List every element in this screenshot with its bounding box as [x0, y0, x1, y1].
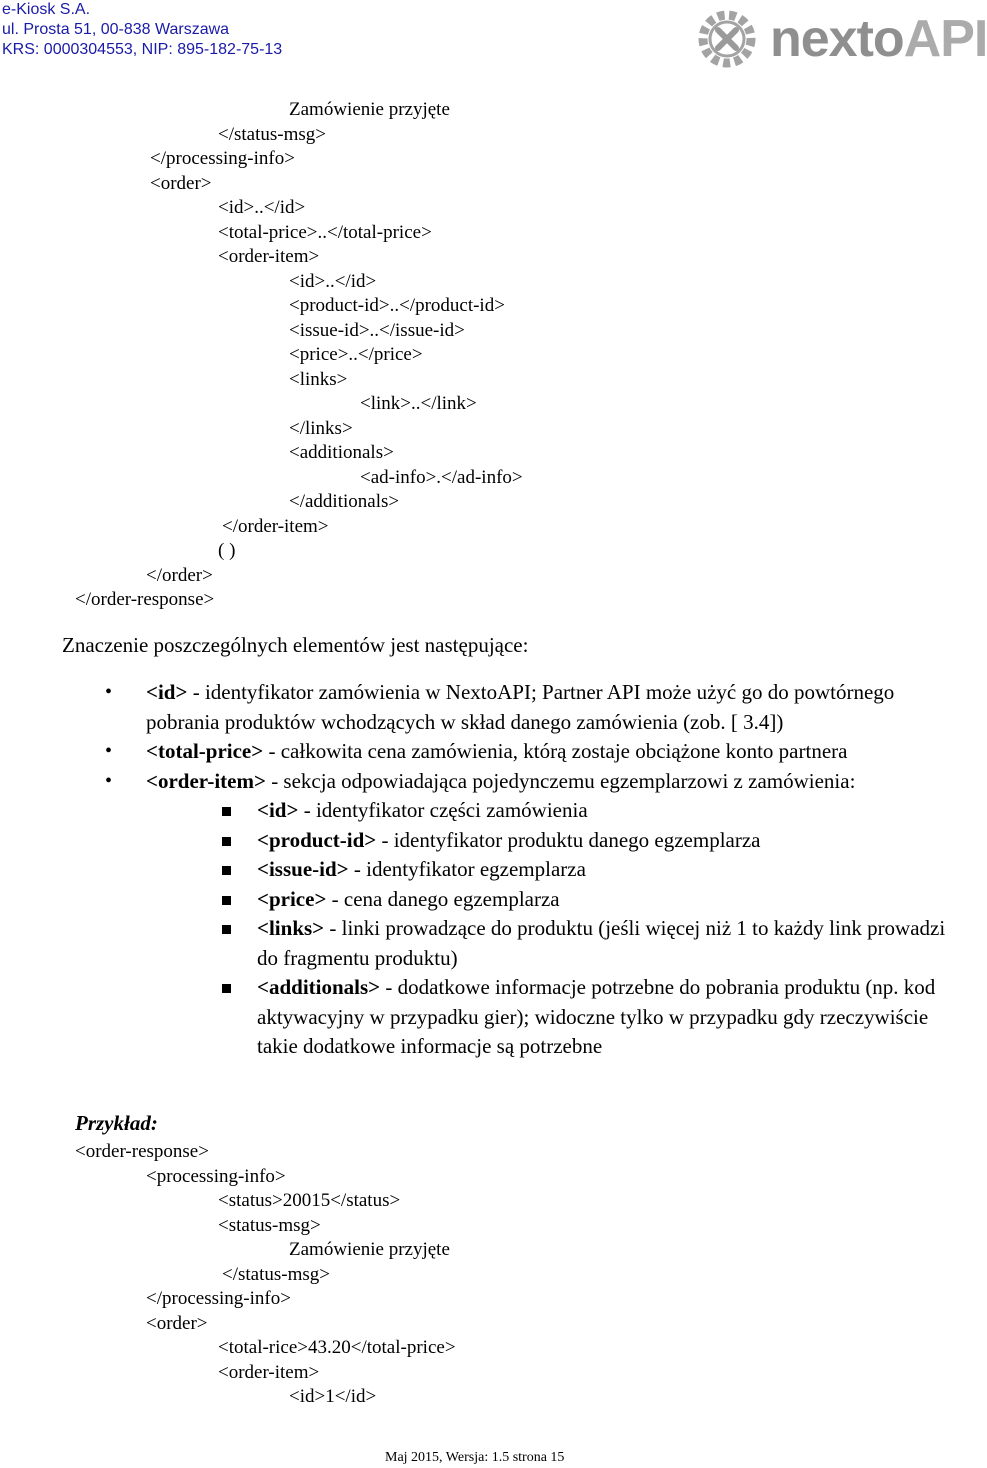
- square-bullet-icon: [222, 896, 231, 905]
- item-tag: <id>: [146, 680, 188, 704]
- xml-line: </status-msg>: [218, 123, 326, 145]
- list-item: [0, 767, 958, 797]
- logo-wordmark: [770, 4, 987, 74]
- xml-example-line: <order-response>: [75, 1141, 209, 1162]
- square-bullet-icon: [222, 866, 231, 875]
- company-registry: KRS: 0000304553, NIP: 895-182-75-13: [2, 41, 283, 58]
- item-text: - sekcja odpowiadająca pojedynczemu egzemplarzowi z zamówienia:: [265, 768, 856, 793]
- item-tag: <total-price>: [146, 739, 264, 763]
- bullet-icon: •: [105, 681, 113, 703]
- sub-list-item: [0, 973, 957, 1062]
- xml-example-line: <id>1</id>: [289, 1386, 377, 1407]
- intro-text: Znaczenie poszczególnych elementów jest następujące:: [62, 633, 529, 657]
- sub-list-item: [0, 855, 957, 885]
- square-bullet-icon: [222, 984, 231, 993]
- xml-line: <product-id>..</product-id>: [289, 295, 505, 316]
- item-text: - dodatkowe informacje potrzebne do pobrania produktu (np. kod aktywacyjny w przypadku gier); widoczne tylko w przypadku gdy rzeczywiście takie dodatkowe informacje są potrzebne: [257, 975, 936, 1058]
- item-text: - cena danego egzemplarza: [326, 886, 560, 911]
- logo-text-api: API: [903, 10, 987, 68]
- item-tag: <links>: [257, 916, 325, 940]
- company-header: [2, 0, 282, 60]
- list-item: [0, 678, 958, 737]
- nextoapi-logo: [696, 6, 987, 72]
- xml-line: <id>..</id>: [218, 197, 306, 218]
- xml-line: <ad-info>.</ad-info>: [360, 466, 523, 488]
- gear-x-icon: [696, 8, 758, 70]
- xml-line: <total-price>..</total-price>: [218, 221, 432, 243]
- xml-line: <order>: [150, 172, 212, 194]
- square-bullet-icon: [222, 925, 231, 934]
- xml-line: <link>..</link>: [360, 393, 477, 414]
- item-tag: <additionals>: [257, 975, 381, 999]
- xml-line: <additionals>: [289, 442, 394, 463]
- xml-example-line: <status-msg>: [218, 1214, 321, 1236]
- element-description-list: [0, 678, 960, 1062]
- company-address: ul. Prosta 51, 00-838 Warszawa: [2, 21, 230, 38]
- sub-list-item: [0, 885, 957, 915]
- xml-example-line: Zamówienie przyjęte: [289, 1239, 450, 1260]
- xml-line: <price>..</price>: [289, 344, 423, 365]
- xml-line: </processing-info>: [150, 148, 295, 169]
- item-text: - identyfikator zamówienia w NextoAPI; Partner API może użyć go do powtórnego pobrania produktów wchodzących w skład danego zamówienia (zob. [ 3.4]): [146, 680, 895, 734]
- item-tag: <product-id>: [257, 827, 377, 852]
- item-tag: <issue-id>: [257, 857, 349, 881]
- xml-line: </additionals>: [289, 491, 400, 512]
- item-tag: <order-item>: [146, 768, 266, 793]
- item-tag: <price>: [257, 886, 327, 911]
- square-bullet-icon: [222, 807, 231, 816]
- item-text: - całkowita cena zamówienia, którą zostaje obciążone konto partnera: [263, 739, 848, 763]
- xml-line: </order-item>: [222, 515, 329, 537]
- xml-line: <order-item>: [218, 246, 320, 267]
- logo-text-nexto: nexto: [770, 10, 904, 68]
- xml-example-line: <order-item>: [218, 1361, 320, 1383]
- page-footer: Maj 2015, Wersja: 1.5 strona 15: [385, 1450, 565, 1465]
- bullet-icon: •: [105, 740, 113, 762]
- bullet-icon: •: [105, 769, 113, 792]
- item-tag: <id>: [257, 798, 299, 822]
- square-bullet-icon: [222, 837, 231, 846]
- xml-line: </links>: [289, 417, 353, 439]
- list-item: [0, 737, 958, 767]
- xml-example-line: <total-rice>43.20</total-price>: [218, 1337, 456, 1358]
- item-text: - identyfikator produktu danego egzemplarza: [376, 827, 761, 852]
- item-text: - identyfikator egzemplarza: [348, 857, 586, 881]
- xml-line: <links>: [289, 368, 348, 390]
- xml-example-line: <order>: [146, 1312, 208, 1334]
- xml-line: Zamówienie przyjęte: [289, 99, 450, 120]
- company-name: e-Kiosk S.A.: [2, 1, 91, 18]
- xml-line: ( ): [218, 540, 236, 561]
- xml-example-line: <status>20015</status>: [218, 1190, 401, 1211]
- xml-line: <id>..</id>: [289, 270, 377, 292]
- xml-example-line: </status-msg>: [222, 1263, 330, 1285]
- xml-example-line: </processing-info>: [146, 1288, 291, 1309]
- item-text: - linki prowadzące do produktu (jeśli więcej niż 1 to każdy link prowadzi do fragmentu produktu): [257, 916, 946, 970]
- example-heading: Przykład:: [75, 1111, 158, 1135]
- xml-line: </order>: [146, 564, 213, 586]
- xml-line: </order-response>: [75, 589, 215, 610]
- sub-list-item: [0, 914, 957, 973]
- sub-list-item: [0, 826, 957, 856]
- sub-list-item: [0, 796, 957, 826]
- xml-line: <issue-id>..</issue-id>: [289, 319, 465, 341]
- xml-example-line: <processing-info>: [146, 1165, 286, 1187]
- item-text: - identyfikator części zamówienia: [298, 798, 588, 822]
